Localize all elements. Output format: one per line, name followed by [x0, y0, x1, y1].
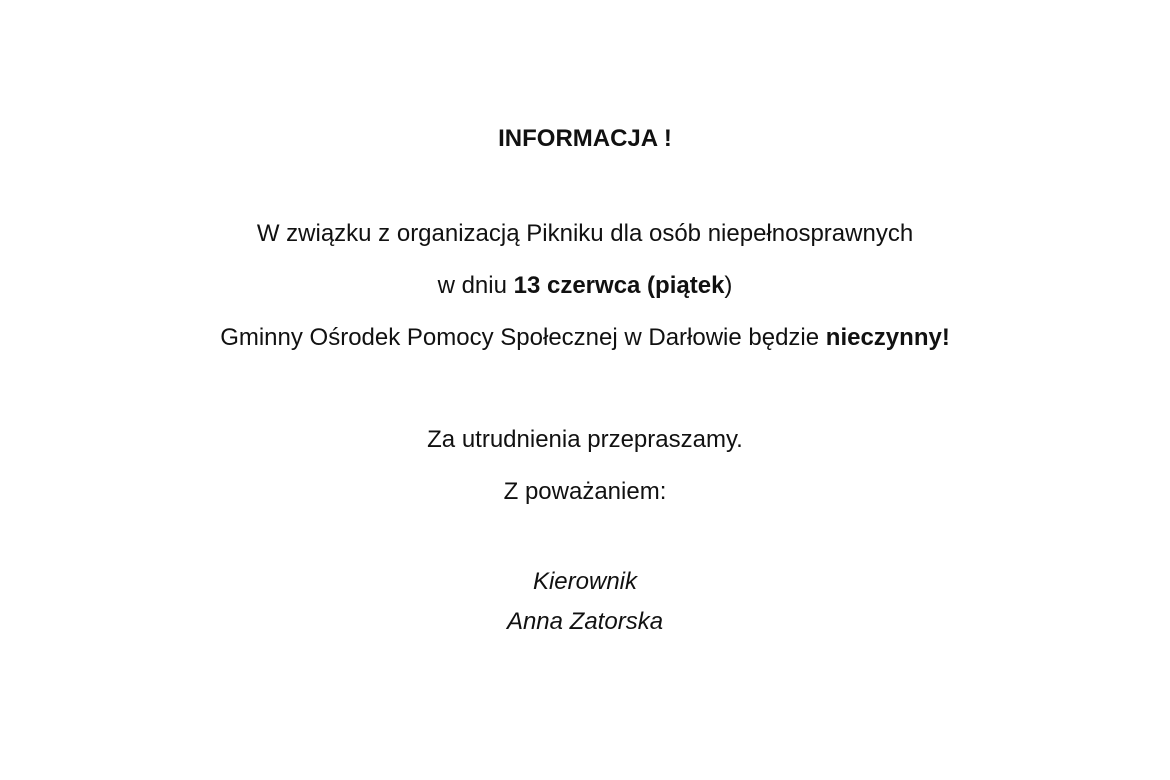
date-bold: 13 czerwca (piątek: [513, 272, 725, 299]
date-suffix: ): [724, 272, 733, 299]
notice-title: INFORMACJA !: [498, 125, 672, 152]
closed-prefix: Gminny Ośrodek Pomocy Społecznej w Darłowie będzie: [220, 324, 826, 351]
notice-apology: Za utrudnienia przepraszamy.: [427, 426, 743, 453]
notice-line-closed: [0, 323, 1170, 353]
date-prefix: w dniu: [437, 272, 514, 299]
signature-role: Kierownik: [532, 568, 638, 595]
notice-closing: Z poważaniem:: [503, 478, 667, 505]
notice-line-picnic: W związku z organizacją Pikniku dla osób niepełnosprawnych: [256, 220, 914, 247]
signature-name: Anna Zatorska: [506, 608, 664, 635]
notice-line-date: [0, 271, 1170, 301]
closed-bold: nieczynny!: [825, 324, 950, 351]
